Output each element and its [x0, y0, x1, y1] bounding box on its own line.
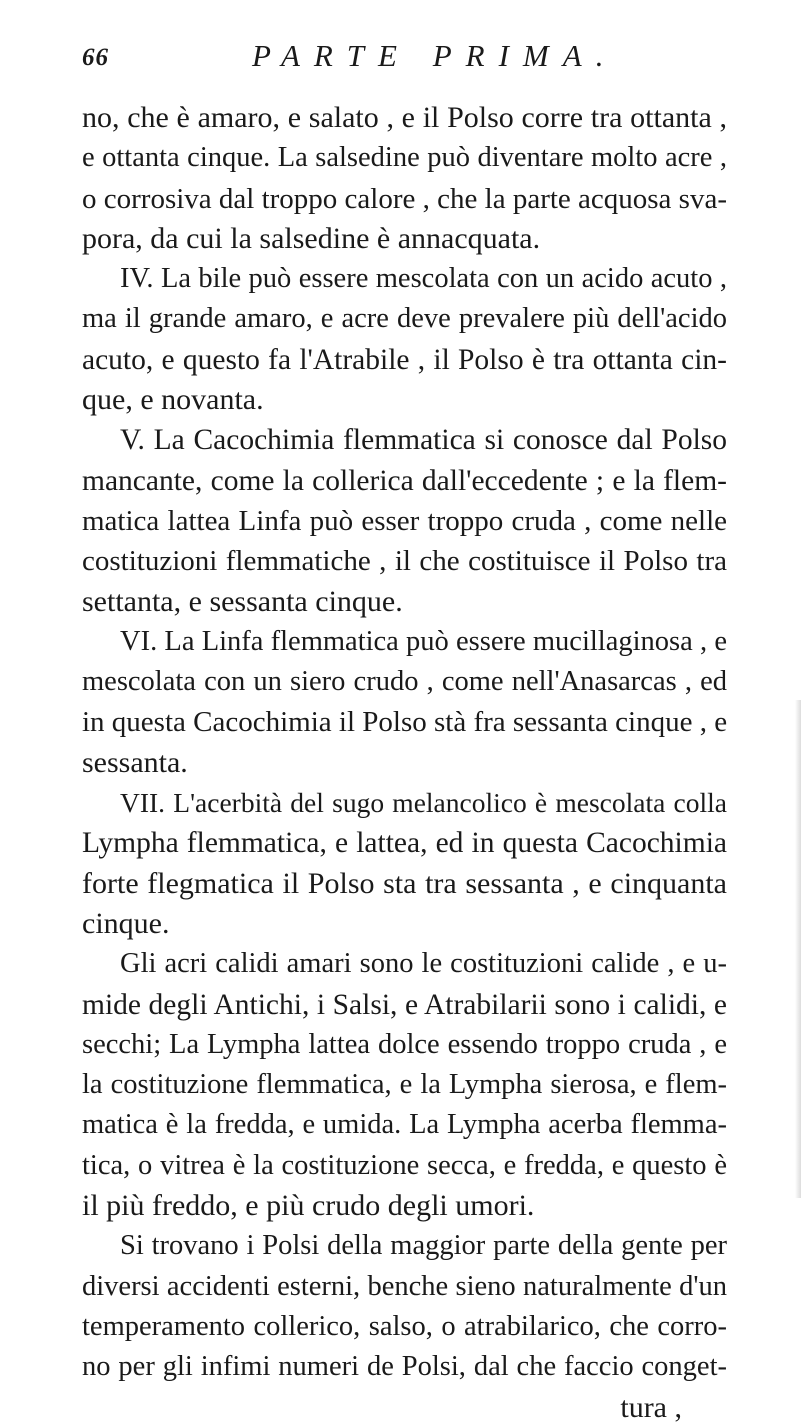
- page-number: 66: [82, 44, 109, 71]
- text-line: pora, da cui la salsedine è annacquata.: [82, 221, 541, 255]
- text-line: o corrosiva dal troppo calore , che la parte acquosa sva-: [82, 182, 727, 215]
- text-line: ma il grande amaro, e acre deve prevalere più dell'acido: [82, 303, 727, 335]
- body-text: [82, 98, 727, 1428]
- text-line: V. La Cacochimia flemmatica si conosce dal Polso: [120, 424, 727, 457]
- text-line: mescolata con un siero crudo , come nell'Anasarcas , ed: [82, 666, 727, 698]
- text-line: temperamento collerico, salso, o atrabilarico, che corro-: [82, 1310, 727, 1342]
- text-line: Si trovano i Polsi della maggior parte della gente per: [120, 1230, 727, 1262]
- text-line: que, e novanta.: [82, 383, 264, 417]
- text-line: Gli acri calidi amari sono le costituzioni calide , e u-: [120, 948, 727, 980]
- text-line: no per gli infimi numeri de Polsi, dal che faccio conget-: [82, 1351, 727, 1383]
- text-line: forte flegmatica il Polso sta tra sessanta , e cinquanta: [82, 866, 727, 900]
- text-line: la costituzione flemmatica, e la Lympha sierosa, e flem-: [82, 1069, 727, 1101]
- text-line: costituzioni flemmatiche , il che costituisce il Polso tra: [82, 545, 727, 578]
- text-line: acuto, e questo fa l'Atrabile , il Polso è tra ottanta cin-: [82, 343, 727, 376]
- text-line: mide degli Antichi, i Salsi, e Atrabilarii sono i calidi, e: [82, 988, 727, 1021]
- text-line: matica lattea Linfa può esser troppo cruda , come nelle: [82, 504, 727, 537]
- text-line: secchi; La Lympha lattea dolce essendo troppo cruda , e: [82, 1028, 727, 1060]
- running-head: PARTE PRIMA.: [252, 38, 618, 73]
- text-line: VII. L'acerbità del sugo melancolico è mescolata colla: [120, 787, 727, 819]
- text-line: mancante, come la collerica dall'eccedente ; e la flem-: [82, 464, 727, 497]
- text-line: tica, o vitrea è la costituzione secca, e fredda, e questo è: [82, 1149, 727, 1181]
- text-line: in questa Cacochimia il Polso stà fra sessanta cinque , e: [82, 706, 727, 739]
- text-line: tura ,: [620, 1390, 682, 1424]
- text-line: settanta, e sessanta cinque.: [82, 584, 403, 618]
- page-header: [82, 38, 722, 90]
- text-line: no, che è amaro, e salato , e il Polso corre tra ottanta ,: [82, 101, 727, 134]
- text-line: Lympha flemmatica, e lattea, ed in questa Cacochimia: [82, 827, 727, 860]
- text-line: cinque.: [82, 906, 170, 940]
- text-line: VI. La Linfa flemmatica può essere mucillaginosa , e: [120, 625, 727, 657]
- text-line: sessanta.: [82, 745, 188, 779]
- text-line: matica è la fredda, e umida. La Lympha acerba flemma-: [82, 1109, 727, 1141]
- text-line: IV. La bile può essere mescolata con un acido acuto ,: [120, 263, 727, 295]
- text-line: e ottanta cinque. La salsedine può diventare molto acre ,: [82, 142, 727, 174]
- text-line: il più freddo, e più crudo degli umori.: [82, 1189, 535, 1223]
- text-line: diversi accidenti esterni, benche sieno naturalmente d'un: [82, 1270, 727, 1302]
- page-edge-shadow: [795, 700, 801, 1198]
